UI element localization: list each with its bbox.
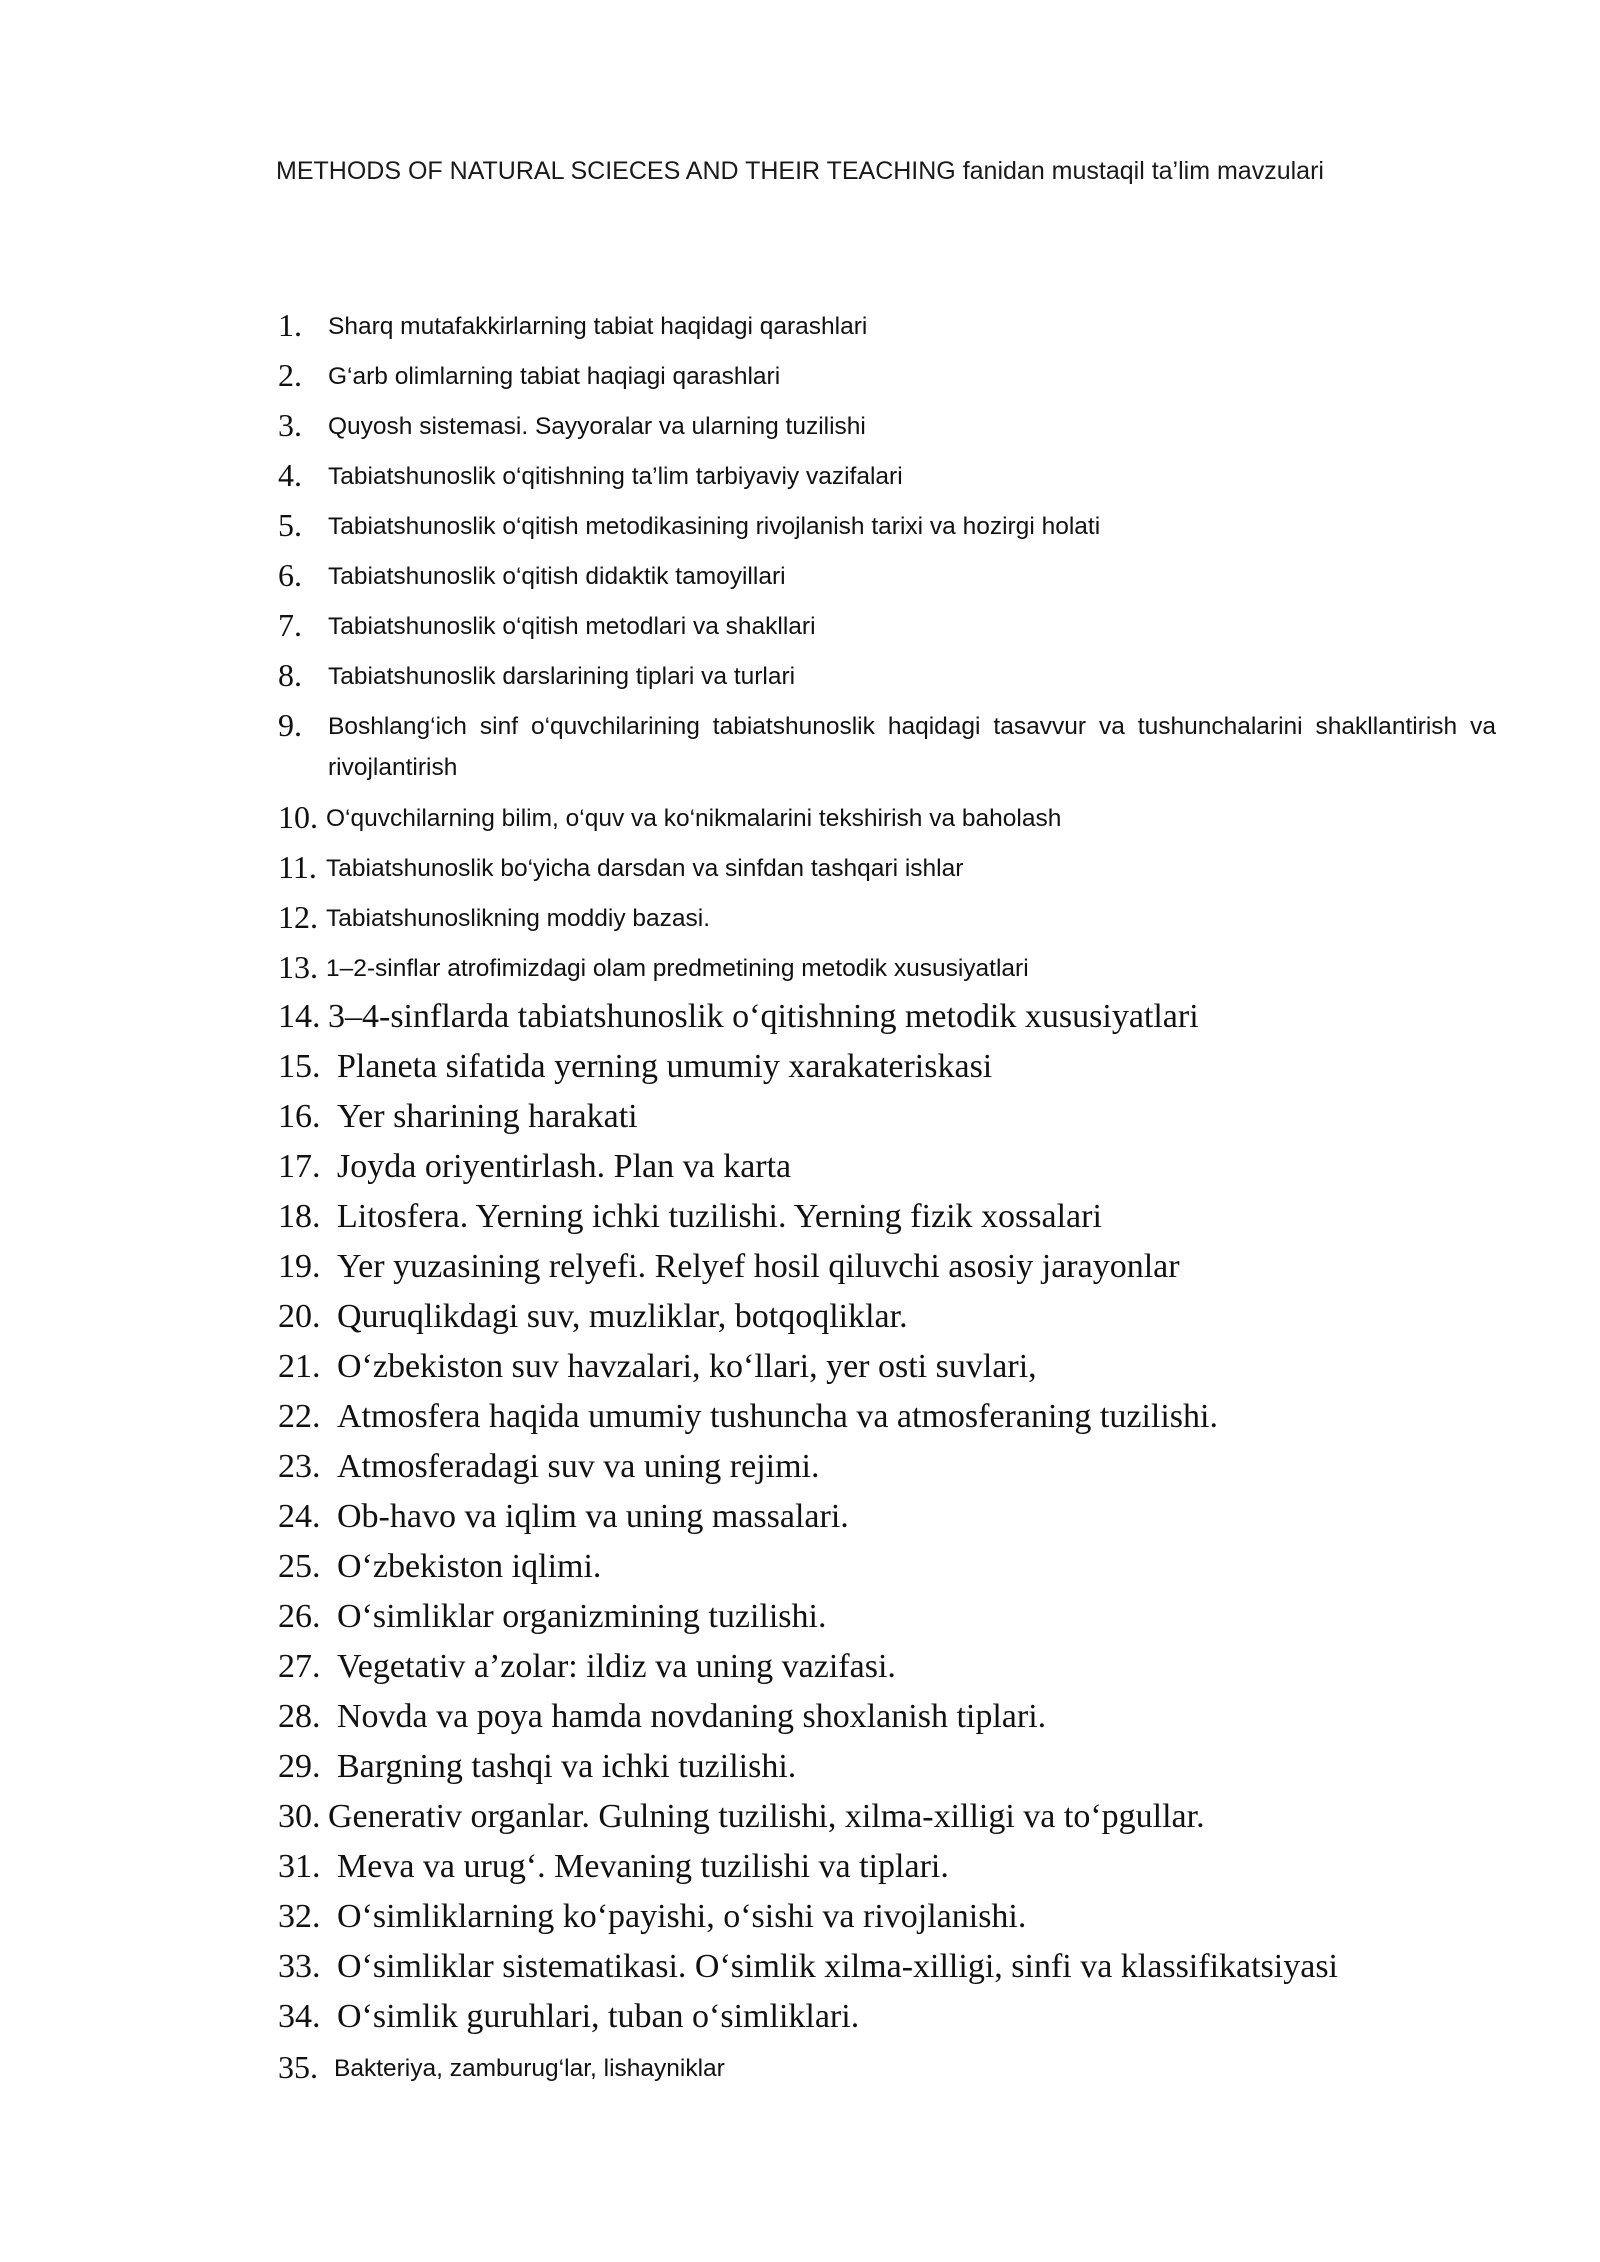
item-number: 25. xyxy=(278,1548,321,1585)
item-number: 19. xyxy=(278,1248,321,1285)
list-item xyxy=(0,1342,1600,1392)
item-text: Novda va poya hamda novdaning shoxlanish tiplari. xyxy=(337,1698,1047,1735)
list-item xyxy=(0,942,1600,992)
item-number: 20. xyxy=(278,1298,321,1335)
item-text: O‘quvchilarning bilim, o‘quv va ko‘nikmalarini tekshirish va baholash xyxy=(326,805,1062,832)
item-text: Tabiatshunoslik o‘qitish metodlari va shakllari xyxy=(328,613,816,640)
item-text: Litosfera. Yerning ichki tuzilishi. Yerning fizik xossalari xyxy=(337,1198,1102,1235)
list-item xyxy=(0,1792,1600,1842)
item-text: Atmosfera haqida umumiy tushuncha va atmosferaning tuzilishi. xyxy=(337,1398,1218,1435)
list-item xyxy=(0,1492,1600,1542)
item-text: Tabiatshunoslik o‘qitish metodikasining rivojlanish tarixi va hozirgi holati xyxy=(328,513,1101,540)
list-item xyxy=(0,1142,1600,1192)
item-number: 22. xyxy=(278,1398,321,1435)
item-text: Yer yuzasining relyefi. Relyef hosil qiluvchi asosiy jarayonlar xyxy=(337,1248,1180,1285)
item-text: Quruqlikdagi suv, muzliklar, botqoqliklar. xyxy=(337,1298,908,1335)
item-text: Planeta sifatida yerning umumiy xarakateriskasi xyxy=(337,1048,993,1085)
list-item xyxy=(0,1992,1600,2042)
item-text: Tabiatshunoslikning moddiy bazasi. xyxy=(326,905,711,932)
item-text: Generativ organlar. Gulning tuzilishi, xilma-xilligi va to‘pgullar. xyxy=(328,1798,1205,1835)
item-number: 16. xyxy=(278,1098,321,1135)
item-number: 11. xyxy=(278,849,317,885)
item-number: 9. xyxy=(278,707,302,743)
item-text: Vegetativ a’zolar: ildiz va uning vazifasi. xyxy=(337,1648,896,1685)
list-item xyxy=(0,842,1600,892)
list-item xyxy=(0,792,1600,842)
item-number: 23. xyxy=(278,1448,321,1485)
list-item xyxy=(0,1892,1600,1942)
item-text: Tabiatshunoslik bo‘yicha darsdan va sinfdan tashqari ishlar xyxy=(326,855,964,882)
item-text: O‘simliklar organizmining tuzilishi. xyxy=(337,1598,827,1635)
list-item xyxy=(0,1542,1600,1592)
list-item xyxy=(0,1742,1600,1792)
list-item xyxy=(0,1242,1600,1292)
item-text: O‘simlik guruhlari, tuban o‘simliklari. xyxy=(337,1998,860,2035)
item-number: 13. xyxy=(278,949,318,985)
item-number: 3. xyxy=(278,407,302,443)
item-number: 35. xyxy=(278,2049,318,2085)
list-item xyxy=(0,1842,1600,1892)
list-item xyxy=(0,1592,1600,1642)
item-number: 6. xyxy=(278,557,302,593)
list-item xyxy=(0,1192,1600,1242)
list-item xyxy=(0,450,1600,500)
list-item xyxy=(0,350,1600,400)
list-item xyxy=(0,1642,1600,1692)
list-item xyxy=(0,1942,1600,1992)
list-item xyxy=(0,300,1600,350)
item-number: 24. xyxy=(278,1498,321,1535)
item-text: Bargning tashqi va ichki tuzilishi. xyxy=(337,1748,797,1785)
list-item xyxy=(0,1042,1600,1092)
item-text: O‘simliklar sistematikasi. O‘simlik xilma-xilligi, sinfi va klassifikatsiyasi xyxy=(337,1948,1339,1985)
item-text: Tabiatshunoslik darslarining tiplari va turlari xyxy=(328,663,796,690)
item-text: O‘simliklarning ko‘payishi, o‘sishi va rivojlanishi. xyxy=(337,1898,1027,1935)
item-number: 33. xyxy=(278,1948,321,1985)
item-text: Quyosh sistemasi. Sayyoralar va ularning tuzilishi xyxy=(328,413,866,440)
list-item xyxy=(0,650,1600,700)
item-text: O‘zbekiston suv havzalari, ko‘llari, yer osti suvlari, xyxy=(337,1348,1037,1385)
item-number: 1. xyxy=(278,307,302,343)
item-number: 21. xyxy=(278,1348,321,1385)
item-number: 8. xyxy=(278,657,302,693)
list-item xyxy=(0,1442,1600,1492)
item-number: 7. xyxy=(278,607,302,643)
item-text: Tabiatshunoslik o‘qitishning ta’lim tarbiyaviy vazifalari xyxy=(328,463,903,490)
list-item xyxy=(0,600,1600,650)
item-number: 5. xyxy=(278,507,302,543)
item-text: Ob-havo va iqlim va uning massalari. xyxy=(337,1498,849,1535)
list-item xyxy=(0,992,1600,1042)
item-text: 1–2-sinflar atrofimizdagi olam predmetining metodik xususiyatlari xyxy=(326,955,1029,982)
list-item xyxy=(0,550,1600,600)
item-number: 10. xyxy=(278,799,318,835)
document-title: METHODS OF NATURAL SCIECES AND THEIR TEACHING fanidan mustaqil ta’lim mavzulari xyxy=(276,157,1324,185)
item-text: O‘zbekiston iqlimi. xyxy=(337,1548,602,1585)
list-item xyxy=(0,400,1600,450)
item-text: Bakteriya, zamburug‘lar, lishayniklar xyxy=(334,2055,725,2082)
item-number: 28. xyxy=(278,1698,321,1735)
item-number: 4. xyxy=(278,457,302,493)
item-number: 26. xyxy=(278,1598,321,1635)
item-text: Joyda oriyentirlash. Plan va karta xyxy=(337,1148,792,1185)
item-number: 2. xyxy=(278,357,302,393)
item-text: Boshlang‘ich sinf o‘quvchilarining tabiatshunoslik haqidagi tasavvur va tushunchalarini shakllantirish va rivojlantirish xyxy=(328,713,1496,781)
item-number: 29. xyxy=(278,1748,321,1785)
item-number: 34. xyxy=(278,1998,321,2035)
list-item xyxy=(0,1092,1600,1142)
item-text: Atmosferadagi suv va uning rejimi. xyxy=(337,1448,820,1485)
list-item xyxy=(0,892,1600,942)
item-text: 3–4-sinflarda tabiatshunoslik o‘qitishning metodik xususiyatlari xyxy=(328,998,1199,1035)
item-number: 17. xyxy=(278,1148,321,1185)
list-item xyxy=(0,1292,1600,1342)
item-number: 14. xyxy=(278,998,321,1035)
item-text: Meva va urug‘. Mevaning tuzilishi va tiplari. xyxy=(337,1848,949,1885)
list-item xyxy=(0,2042,1600,2092)
item-text: Tabiatshunoslik o‘qitish didaktik tamoyillari xyxy=(328,563,786,590)
list-item xyxy=(0,500,1600,550)
item-text: G‘arb olimlarning tabiat haqiagi qarashlari xyxy=(328,363,781,390)
item-number: 27. xyxy=(278,1648,321,1685)
item-number: 30. xyxy=(278,1798,321,1835)
item-number: 12. xyxy=(278,899,318,935)
item-number: 18. xyxy=(278,1198,321,1235)
topic-list xyxy=(0,300,1600,2092)
item-number: 15. xyxy=(278,1048,321,1085)
item-number: 31. xyxy=(278,1848,321,1885)
item-text: Sharq mutafakkirlarning tabiat haqidagi qarashlari xyxy=(328,313,868,340)
list-item xyxy=(0,1392,1600,1442)
list-item xyxy=(0,700,1600,792)
list-item xyxy=(0,1692,1600,1742)
item-number: 32. xyxy=(278,1898,321,1935)
item-text: Yer sharining harakati xyxy=(337,1098,638,1135)
